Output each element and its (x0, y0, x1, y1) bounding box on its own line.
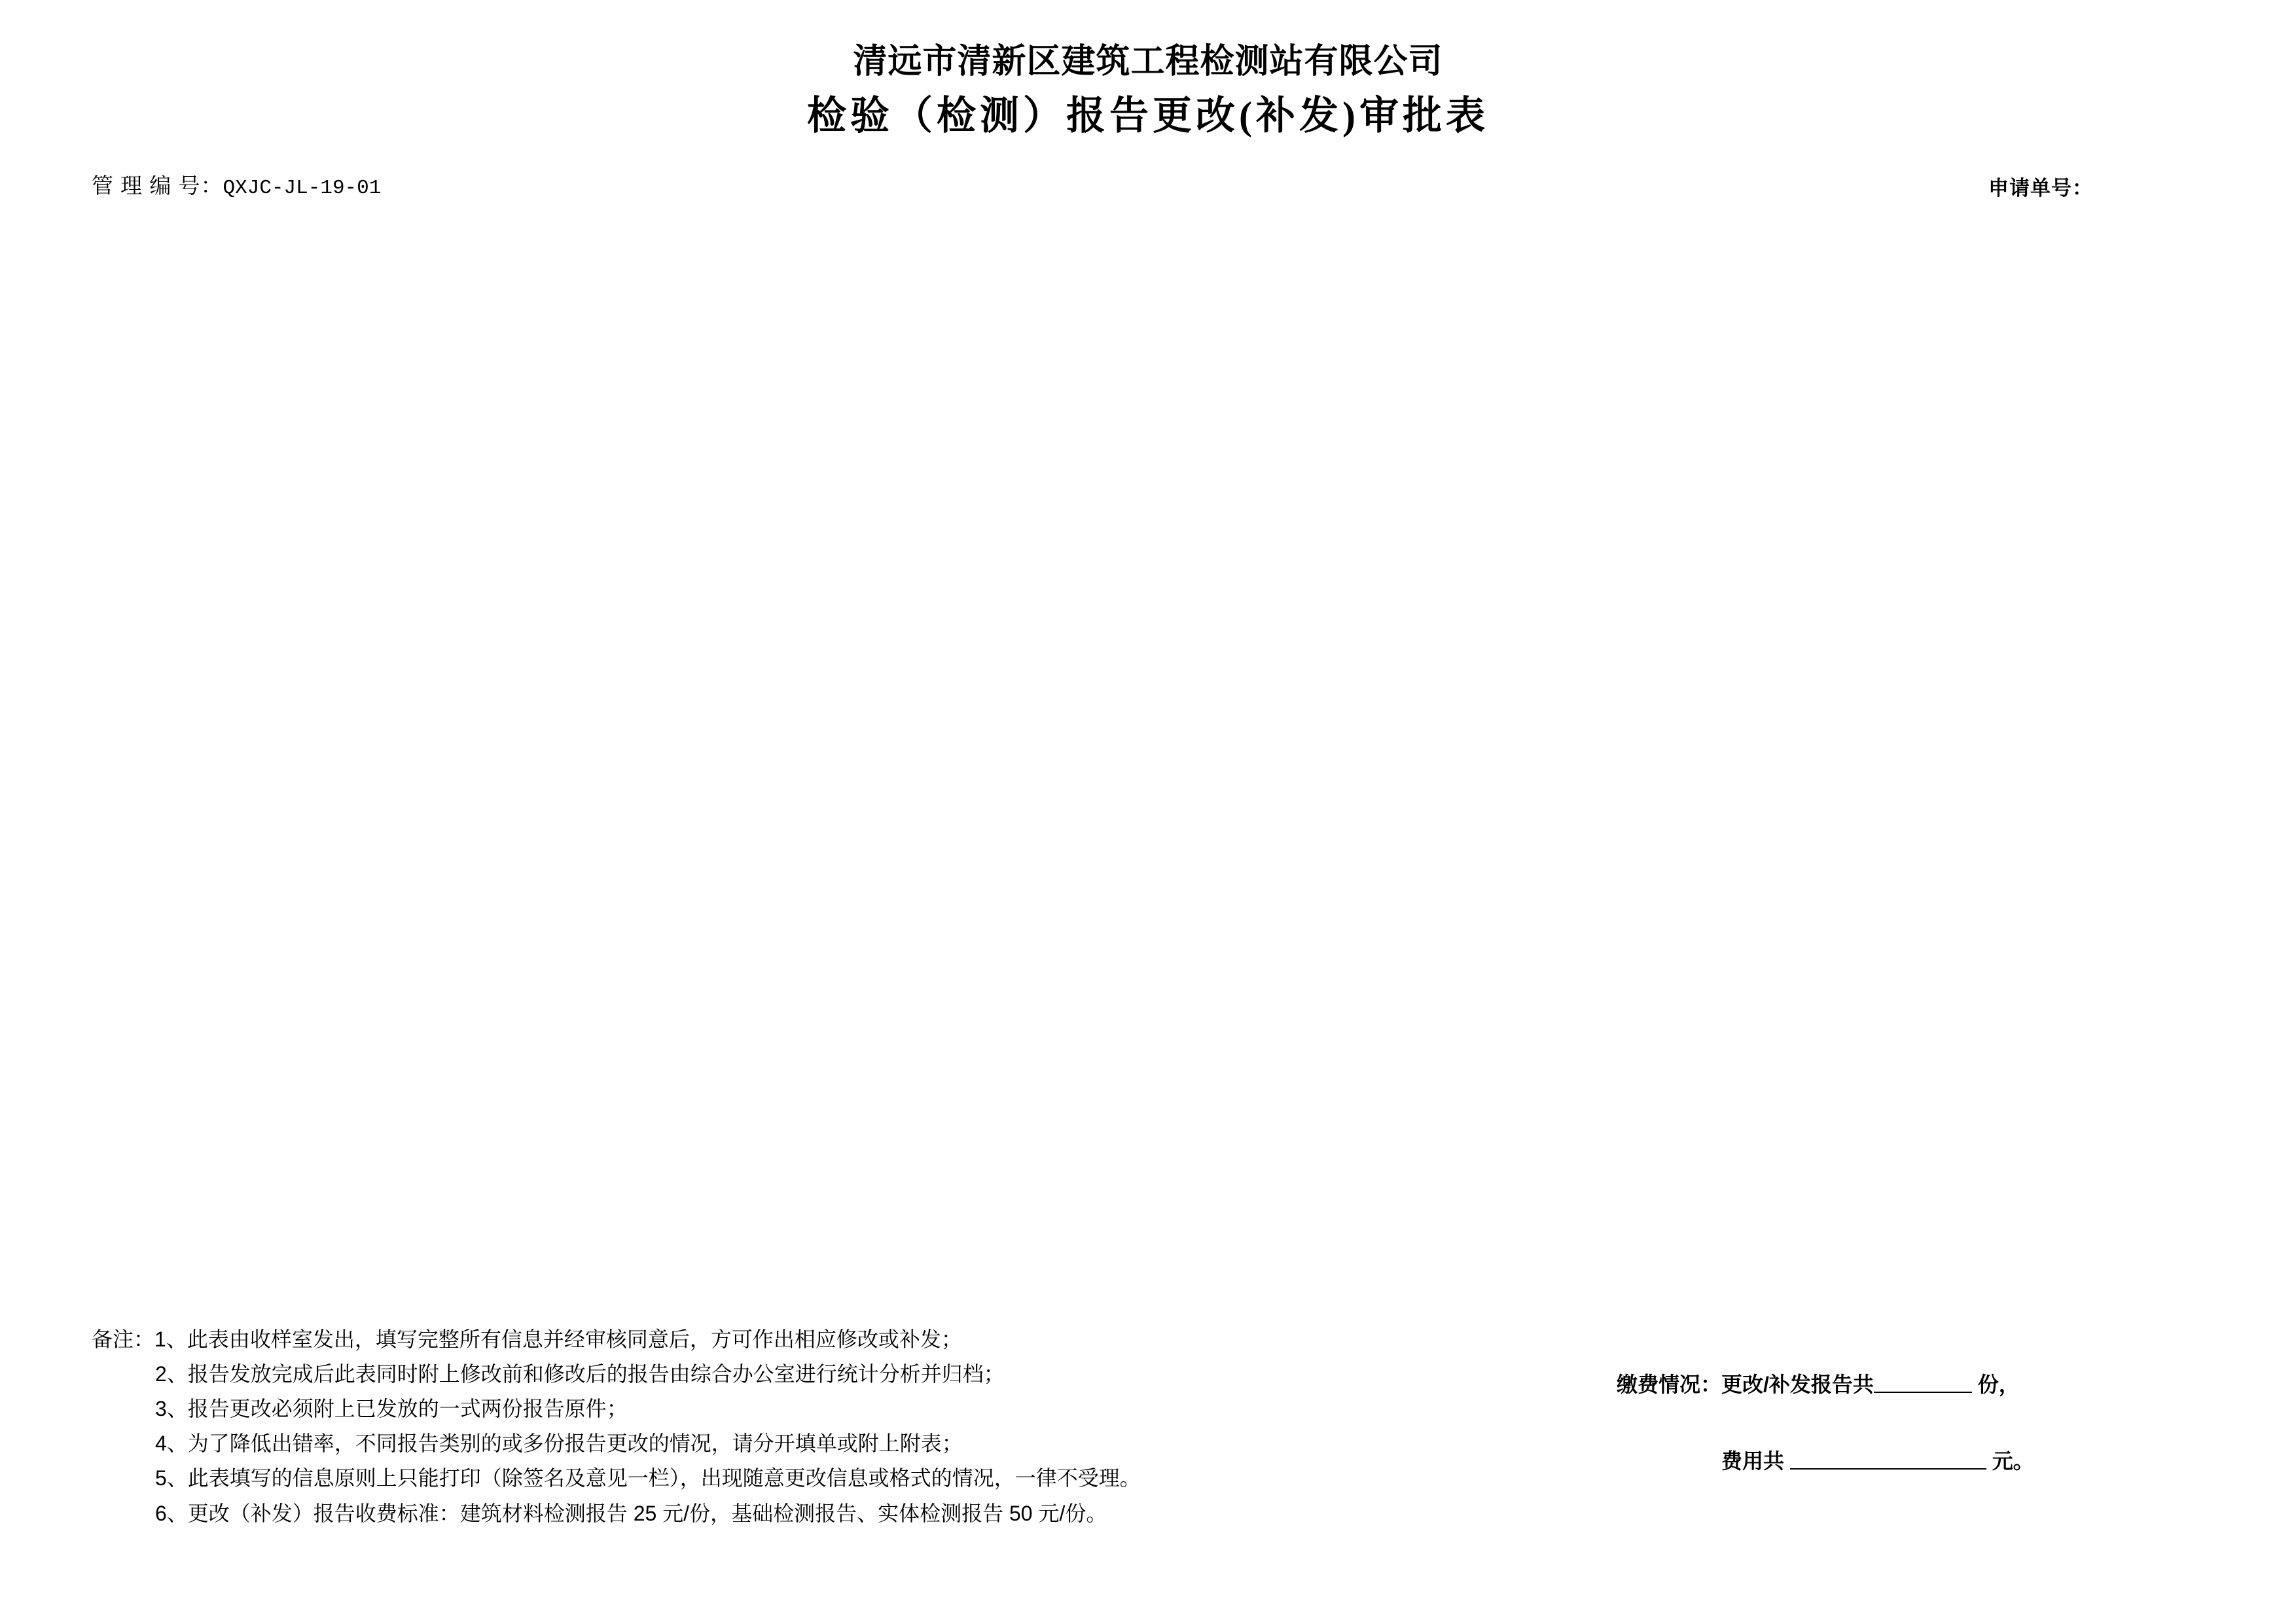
fee-count-blank[interactable] (1874, 1392, 1972, 1393)
fee-status-suffix: 份， (1977, 1373, 2020, 1396)
remarks-item-5-line: 5、此表填写的信息原则上只能打印（除签名及意见一栏），出现随意更改信息或格式的情况，一律不受理。 (155, 1466, 1141, 1490)
document-header (0, 41, 2296, 143)
application-number-label: 申请单号： (1988, 177, 2093, 200)
management-number-value: QXJC-JL-19-01 (223, 177, 382, 200)
remarks-item-2-line: 2、报告发放完成后此表同时附上修改前和修改后的报告由综合办公室进行统计分析并归档； (155, 1362, 1005, 1386)
fee-total-line (1617, 1445, 2225, 1478)
fee-total-label: 费用共 (1721, 1449, 1785, 1473)
fee-total-blank[interactable] (1790, 1468, 1986, 1470)
remarks-block (92, 1322, 1532, 1531)
remarks-item-1: 1、此表由收样室发出，填写完整所有信息并经审核同意后，方可作出相应修改或补发； (154, 1327, 962, 1351)
company-name: 清远市清新区建筑工程检测站有限公司 (853, 43, 1443, 81)
remarks-item-3-line: 3、报告更改必须附上已发放的一式两份报告原件； (155, 1397, 628, 1421)
remarks-item-6-line: 6、更改（补发）报告收费标准：建筑材料检测报告 25 元/份，基础检测报告、实体检测报告 50 元/份。 (155, 1501, 1107, 1525)
management-number (92, 169, 381, 200)
management-number-label: 管 理 编 号： (92, 173, 223, 198)
fee-status-line (1617, 1368, 2225, 1401)
remarks-item-4-line: 4、为了降低出错率，不同报告类别的或多份报告更改的情况，请分开填单或附上附表； (155, 1432, 963, 1456)
fee-total-suffix: 元。 (1992, 1449, 2034, 1473)
page-title: 检验（检测）报告更改(补发)审批表 (807, 94, 1489, 137)
document-meta-row (0, 169, 2296, 202)
fee-block (1617, 1368, 2225, 1478)
fee-status-label: 缴费情况：更改/补发报告共 (1617, 1373, 1874, 1396)
remarks-line (92, 1322, 1532, 1357)
form-blank-area (92, 216, 2206, 1309)
remarks-label: 备注： (92, 1327, 155, 1351)
